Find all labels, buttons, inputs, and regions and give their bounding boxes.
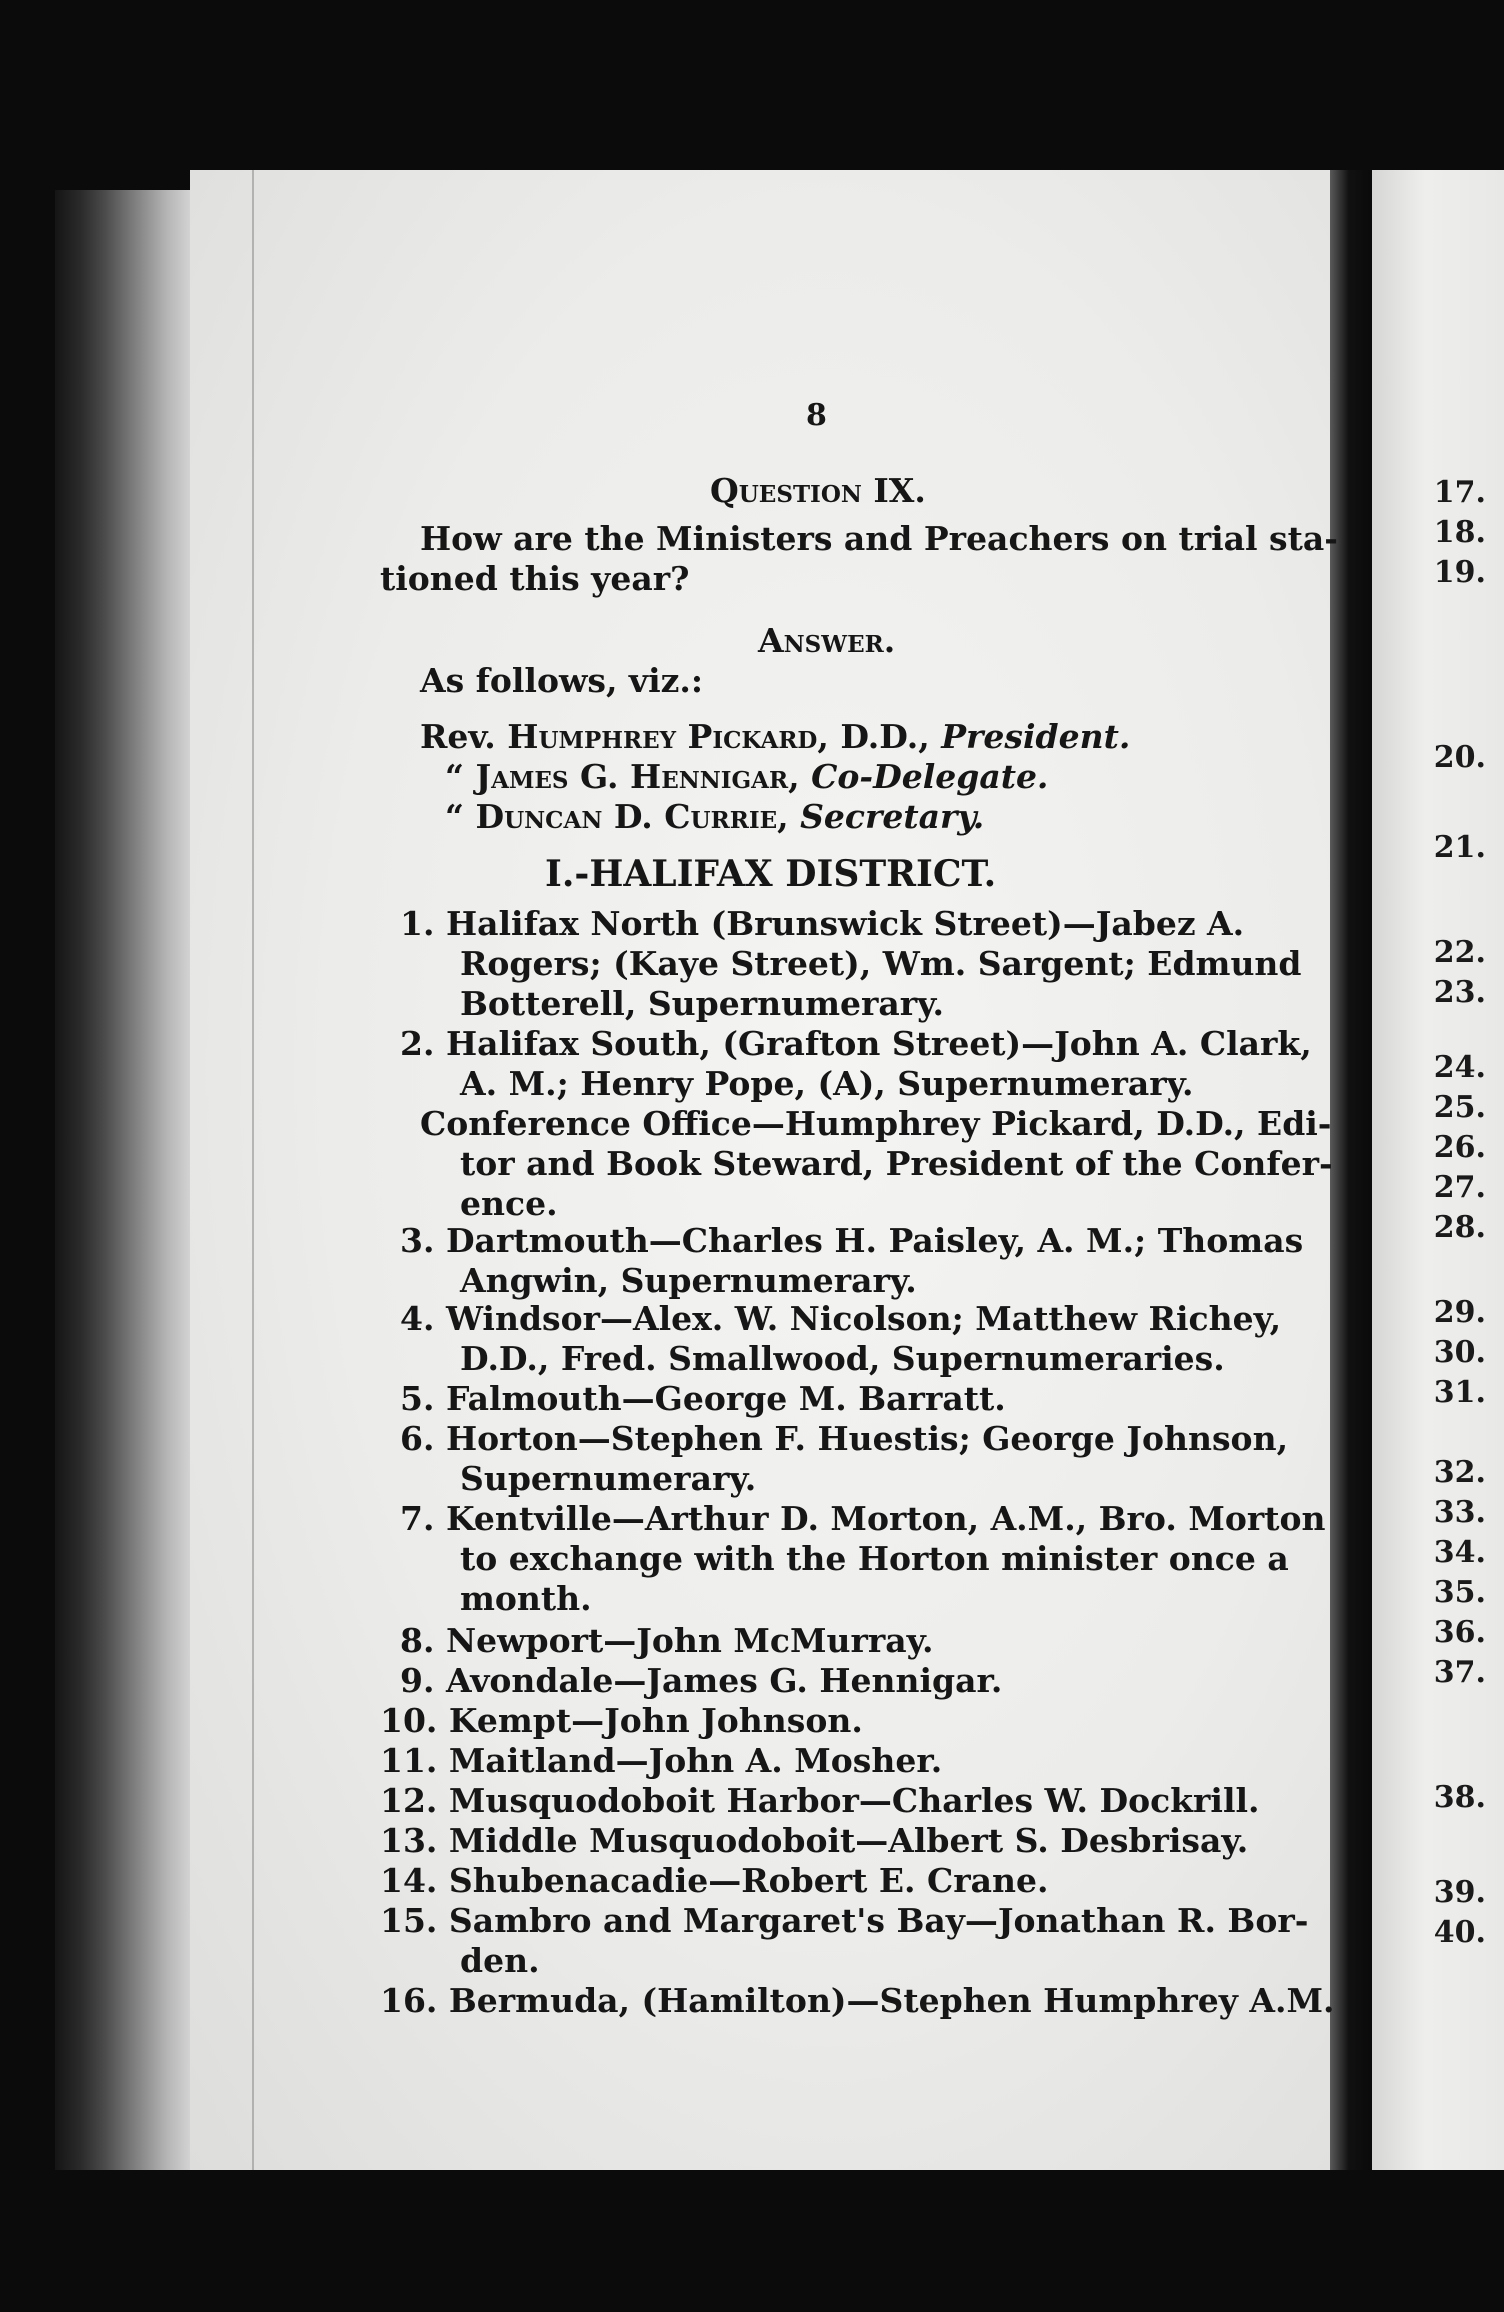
margin-number: 36. [1433, 1615, 1486, 1650]
margin-number: 17. [1433, 475, 1486, 510]
page-number: 8 [806, 398, 827, 433]
page-gutter [1330, 170, 1372, 2170]
officer-line [420, 718, 1130, 756]
entry-line: 16. Bermuda, (Hamilton)—Stephen Humphrey A.M. [380, 1981, 1335, 2020]
margin-number: 22. [1433, 935, 1486, 970]
officer-name: Humphrey Pickard, D.D., [507, 717, 930, 756]
margin-number: 24. [1433, 1050, 1486, 1085]
margin-number: 28. [1433, 1210, 1486, 1245]
entry-line: A. M.; Henry Pope, (A), Supernumerary. [460, 1064, 1194, 1103]
entry-line: ence. [460, 1184, 558, 1223]
entry-line: 7. Kentville—Arthur D. Morton, A.M., Bro. Morton [400, 1499, 1326, 1538]
book-spine-edge [55, 190, 195, 2170]
officer-role: President. [941, 717, 1131, 756]
entry-line: Angwin, Supernumerary. [460, 1261, 917, 1300]
entry-line: 9. Avondale—James G. Hennigar. [400, 1661, 1003, 1700]
entry-line: month. [460, 1579, 592, 1618]
entry-line: Rogers; (Kaye Street), Wm. Sargent; Edmund [460, 944, 1302, 983]
answer-heading: Answer. [758, 621, 896, 660]
margin-number: 40. [1433, 1915, 1486, 1950]
adjacent-page-edge [1372, 170, 1504, 2170]
officer-name: Duncan D. Currie, [475, 797, 789, 836]
entry-line: Supernumerary. [460, 1459, 757, 1498]
margin-number: 31. [1433, 1375, 1486, 1410]
entry-line: Conference Office—Humphrey Pickard, D.D., Edi- [420, 1104, 1332, 1143]
margin-number: 29. [1433, 1295, 1486, 1330]
officer-prefix: “ [445, 757, 464, 796]
margin-number: 38. [1433, 1780, 1486, 1815]
district-title: I.-HALIFAX DISTRICT. [545, 853, 997, 895]
entry-line: 12. Musquodoboit Harbor—Charles W. Dockrill. [380, 1781, 1260, 1820]
officer-line [445, 758, 1048, 796]
margin-number: 19. [1433, 555, 1486, 590]
officer-role: Co-Delegate. [811, 757, 1049, 796]
margin-number: 27. [1433, 1170, 1486, 1205]
entry-line: 8. Newport—John McMurray. [400, 1621, 934, 1660]
entry-line: 2. Halifax South, (Grafton Street)—John A. Clark, [400, 1024, 1312, 1063]
margin-number: 23. [1433, 975, 1486, 1010]
entry-line: to exchange with the Horton minister once a [460, 1539, 1289, 1578]
entry-line: 6. Horton—Stephen F. Huestis; George Johnson, [400, 1419, 1289, 1458]
question-text-line: tioned this year? [380, 559, 690, 598]
intro-text: As follows, viz.: [420, 661, 704, 700]
officer-name: James G. Hennigar, [475, 757, 800, 796]
margin-number: 35. [1433, 1575, 1486, 1610]
margin-number: 37. [1433, 1655, 1486, 1690]
margin-number: 33. [1433, 1495, 1486, 1530]
entry-line: tor and Book Steward, President of the Confer- [460, 1144, 1333, 1183]
entry-line: 11. Maitland—John A. Mosher. [380, 1741, 943, 1780]
margin-number: 34. [1433, 1535, 1486, 1570]
entry-line: 15. Sambro and Margaret's Bay—Jonathan R. Bor- [380, 1901, 1309, 1940]
entry-line: 4. Windsor—Alex. W. Nicolson; Matthew Richey, [400, 1299, 1282, 1338]
entry-line: 5. Falmouth—George M. Barratt. [400, 1379, 1006, 1418]
margin-number: 30. [1433, 1335, 1486, 1370]
entry-line: 1. Halifax North (Brunswick Street)—Jabez A. [400, 904, 1245, 943]
officer-line [445, 798, 984, 836]
question-heading: Question IX. [710, 471, 926, 510]
entry-line: 14. Shubenacadie—Robert E. Crane. [380, 1861, 1049, 1900]
question-text-line: How are the Ministers and Preachers on trial sta- [420, 519, 1338, 558]
officer-prefix: “ [445, 797, 464, 836]
margin-number: 20. [1433, 740, 1486, 775]
entry-line: Botterell, Supernumerary. [460, 984, 945, 1023]
margin-number: 32. [1433, 1455, 1486, 1490]
margin-number: 25. [1433, 1090, 1486, 1125]
margin-number: 39. [1433, 1875, 1486, 1910]
entry-line: D.D., Fred. Smallwood, Supernumeraries. [460, 1339, 1225, 1378]
entry-line: 10. Kempt—John Johnson. [380, 1701, 863, 1740]
entry-line: den. [460, 1941, 540, 1980]
entry-line: 13. Middle Musquodoboit—Albert S. Desbrisay. [380, 1821, 1249, 1860]
officer-role: Secretary. [800, 797, 985, 836]
officer-prefix: Rev. [420, 717, 496, 756]
margin-number: 21. [1433, 830, 1486, 865]
entry-line: 3. Dartmouth—Charles H. Paisley, A. M.; Thomas [400, 1221, 1304, 1260]
margin-number: 26. [1433, 1130, 1486, 1165]
margin-number: 18. [1433, 515, 1486, 550]
